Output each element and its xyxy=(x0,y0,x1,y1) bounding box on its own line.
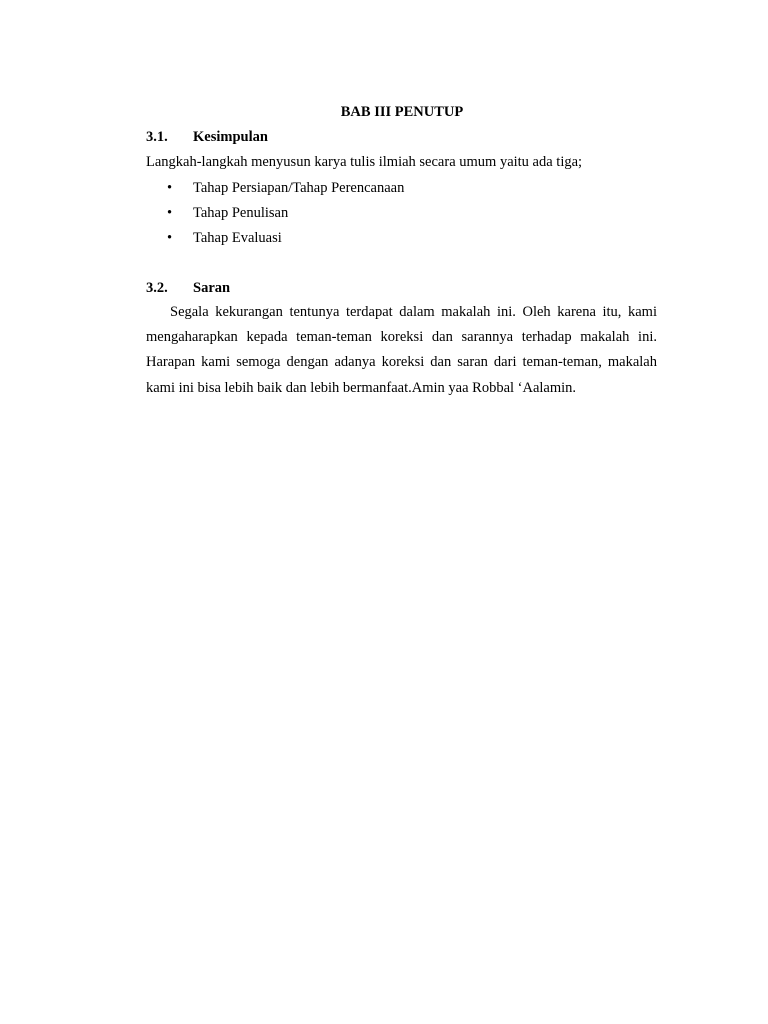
section-number: 3.2. xyxy=(146,280,168,296)
section-heading-kesimpulan xyxy=(146,127,268,147)
section-number: 3.1. xyxy=(146,129,168,145)
list-item-text: Tahap Persiapan/Tahap Perencanaan xyxy=(193,180,405,196)
bullet-icon: • xyxy=(167,205,173,221)
section-title: Saran xyxy=(193,280,231,296)
bullet-icon: • xyxy=(167,180,173,196)
bullet-icon: • xyxy=(167,230,173,246)
list-item-text: Tahap Penulisan xyxy=(193,205,289,221)
intro-text: Langkah-langkah menyusun karya tulis ilmiah secara umum yaitu ada tiga; xyxy=(146,154,583,170)
chapter-title: BAB III PENUTUP xyxy=(340,104,464,120)
list-item-text: Tahap Evaluasi xyxy=(193,230,282,246)
body-paragraph: Segala kekurangan tentunya terdapat dalam makalah ini. Oleh karena itu, kami mengaharapkan kepada teman-teman koreksi dan sarannya terhadap makalah ini. Harapan kami semoga dengan adanya koreksi dan saran dari teman-teman, makalah kami ini bisa lebih baik dan lebih bermanfaat.Amin yaa Robbal ‘Aalamin. xyxy=(146,304,657,396)
section-heading-saran xyxy=(146,278,230,298)
section-title: Kesimpulan xyxy=(193,129,268,145)
